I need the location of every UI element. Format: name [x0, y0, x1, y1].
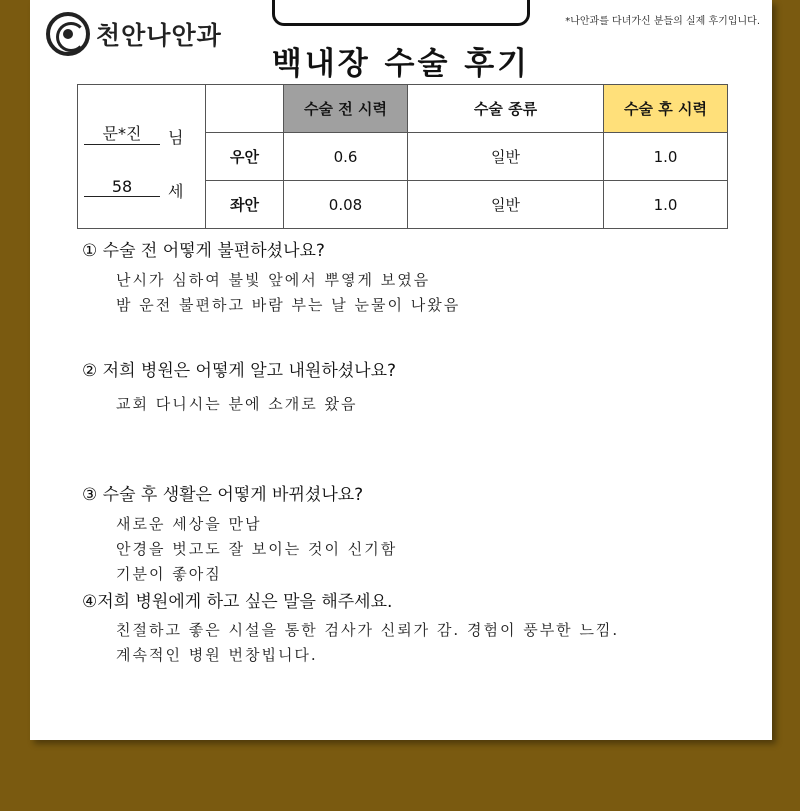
answer-line: 새로운 세상을 만남: [116, 515, 262, 533]
review-paper: [30, 0, 772, 740]
logo-text: 천안나안과: [96, 21, 222, 50]
table-header-row: [78, 85, 728, 133]
question-4: ④저희 병원에게 하고 싶은 말을 해주세요.: [82, 592, 393, 612]
answer-4: [116, 618, 619, 668]
eye-label: 우안: [206, 133, 284, 181]
answer-line: 밤 운전 불편하고 바람 부는 날 눈물이 나왔음: [116, 296, 461, 314]
patient-name-suffix: 님: [168, 128, 184, 147]
answer-3: [116, 512, 397, 587]
answer-line: 교회 다니시는 분에 소개로 왔음: [116, 395, 358, 413]
top-frame-box: [272, 0, 530, 26]
blank-header-cell: [206, 85, 284, 133]
surgery-type-value: 일반: [408, 181, 604, 229]
surgery-type-value: 일반: [408, 133, 604, 181]
patient-age-suffix: 세: [168, 182, 184, 201]
pre-vision-value: 0.08: [284, 181, 408, 229]
answer-1: [116, 268, 460, 318]
post-vision-value: 1.0: [604, 181, 728, 229]
post-vision-value: 1.0: [604, 133, 728, 181]
answer-line: 안경을 벗고도 잘 보이는 것이 신기함: [116, 540, 398, 558]
patient-info-cell: [78, 85, 206, 229]
patient-name: 문*진: [84, 121, 160, 145]
question-2: ② 저희 병원은 어떻게 알고 내원하셨나요?: [82, 361, 397, 381]
header-post-vision: 수술 후 시력: [604, 85, 728, 133]
review-note: *나안과를 다녀가신 분들의 실제 후기입니다.: [565, 16, 760, 27]
header-surgery-type: 수술 종류: [408, 85, 604, 133]
page-title: 백내장 수술 후기: [271, 46, 531, 82]
pre-vision-value: 0.6: [284, 133, 408, 181]
answer-line: 난시가 심하여 불빛 앞에서 뿌옇게 보였음: [116, 271, 431, 289]
vision-table: [77, 84, 728, 229]
question-1: ① 수술 전 어떻게 불편하셨나요?: [82, 241, 325, 261]
eye-label: 좌안: [206, 181, 284, 229]
answer-line: 계속적인 병원 번창빕니다.: [116, 646, 318, 664]
question-3: ③ 수술 후 생활은 어떻게 바뀌셨나요?: [82, 485, 364, 505]
answer-line: 친절하고 좋은 시설을 통한 검사가 신뢰가 감. 경험이 풍부한 느낌.: [116, 621, 620, 639]
patient-age: 58: [84, 177, 160, 197]
answer-2: [116, 392, 357, 417]
answer-line: 기분이 좋아짐: [116, 565, 222, 583]
header-pre-vision: 수술 전 시력: [284, 85, 408, 133]
